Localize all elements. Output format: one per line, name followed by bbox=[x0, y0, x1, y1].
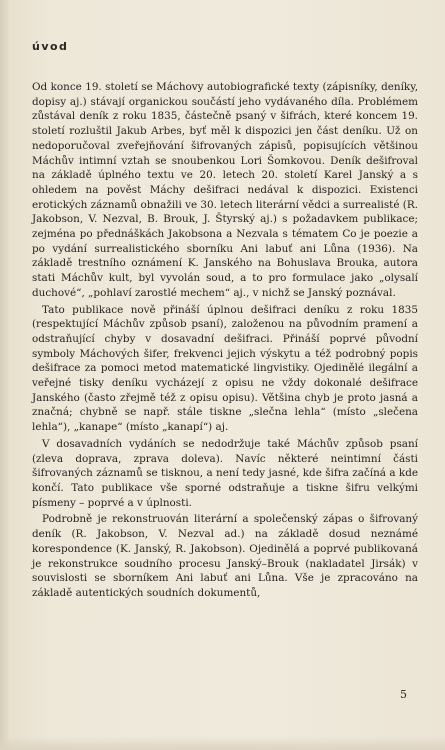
body-text bbox=[32, 80, 418, 601]
paragraph: Podrobně je rekonstruován literární a společenský zápas o šifrovaný deník (R. Jakobson, V. Nezval ad.) na základě dosud neznámé korespondence (K. Janský, R. Jakobson). Ojedinělá a poprvé publikovaná je rekonstrukce soudního procesu Janský–Brouk (nakladatel Jirsák) v souvislosti se sborníkem Ani labuť ani Lůna. Vše je zpracováno na základě autentických soudních dokumentů, bbox=[32, 513, 418, 599]
section-title: úvod bbox=[32, 40, 69, 53]
paragraph: Od konce 19. století se Máchovy autobiografické texty (zápisníky, deníky, dopisy aj.) stávají organickou součástí jeho vydávaného díla. Problémem zůstával deník z roku 1835, částečně psaný v šifrách, které koncem 19. století rozluštil Jakub Arbes, byť měl k dispozici jen část deníku. Už on nedoporučoval zveřejňování šifrovaných zápisů, popisujících většinou Máchův intimní vztah se snoubenkou Lori Šomkovou. Deník dešifroval na základě úplného textu ve 20. letech 20. století Karel Janský a s ohledem na pověst Máchy dešifraci nedával k dispozici. Existenci erotických záznamů obnažili ve 30. letech literární vědci a surrealisté (R. Jakobson, V. Nezval, B. Brouk, J. Štyrský aj.) s požadavkem publikace; zejména po přednáškách Jakobsona a Nezvala s tématem Co je poezie a po vydání surrealistického sborníku Ani labuť ani Lůna (1936). Na základě trestního oznámení K. Janského na Bohuslava Brouka, autora stati Máchův kult, byl vyvolán soud, a to pro formulace jako „olysalí duchové“, „pohlaví zarostlé mechem“ aj., v nichž se Janský poznával. bbox=[32, 81, 418, 299]
paragraph: Tato publikace nově přináší úplnou dešifraci deníku z roku 1835 (respektující Máchův způsob psaní), založenou na původním pramení a odstraňující chyby v dosavadní dešifraci. Přináší poprvé původní symboly Máchových šifer, frekvenci jejich výskytu a též podrobný popis dešifrace za pomoci metod matematické lingvistiky. Ojedinělé ilegální a veřejné tisky deníku vycházejí z opisu ne vždy dokonalé dešifrace Janského (často zřejmě též z opisu opisu). Většina chyb je proto jasná a značná; chybně se např. stále tiskne „slečna lehla“ (místo „slečena lehla“), „kanape“ (místo „kanapí“) aj. bbox=[32, 303, 418, 434]
page-spine-shadow bbox=[0, 0, 10, 750]
paragraph: V dosavadních vydáních se nedodržuje také Máchův způsob psaní (zleva doprava, zprava doleva). Navíc některé neintimní části šifrovaných záznamů se tisknou, a není tedy jasné, kde šifra začíná a kde končí. Tato publikace vše sporné odstraňuje a tiskne šifru velkými písmeny – poprvé a v úplnosti. bbox=[32, 437, 418, 509]
page-number: 5 bbox=[400, 688, 407, 701]
page-bottom-edge bbox=[0, 736, 445, 750]
